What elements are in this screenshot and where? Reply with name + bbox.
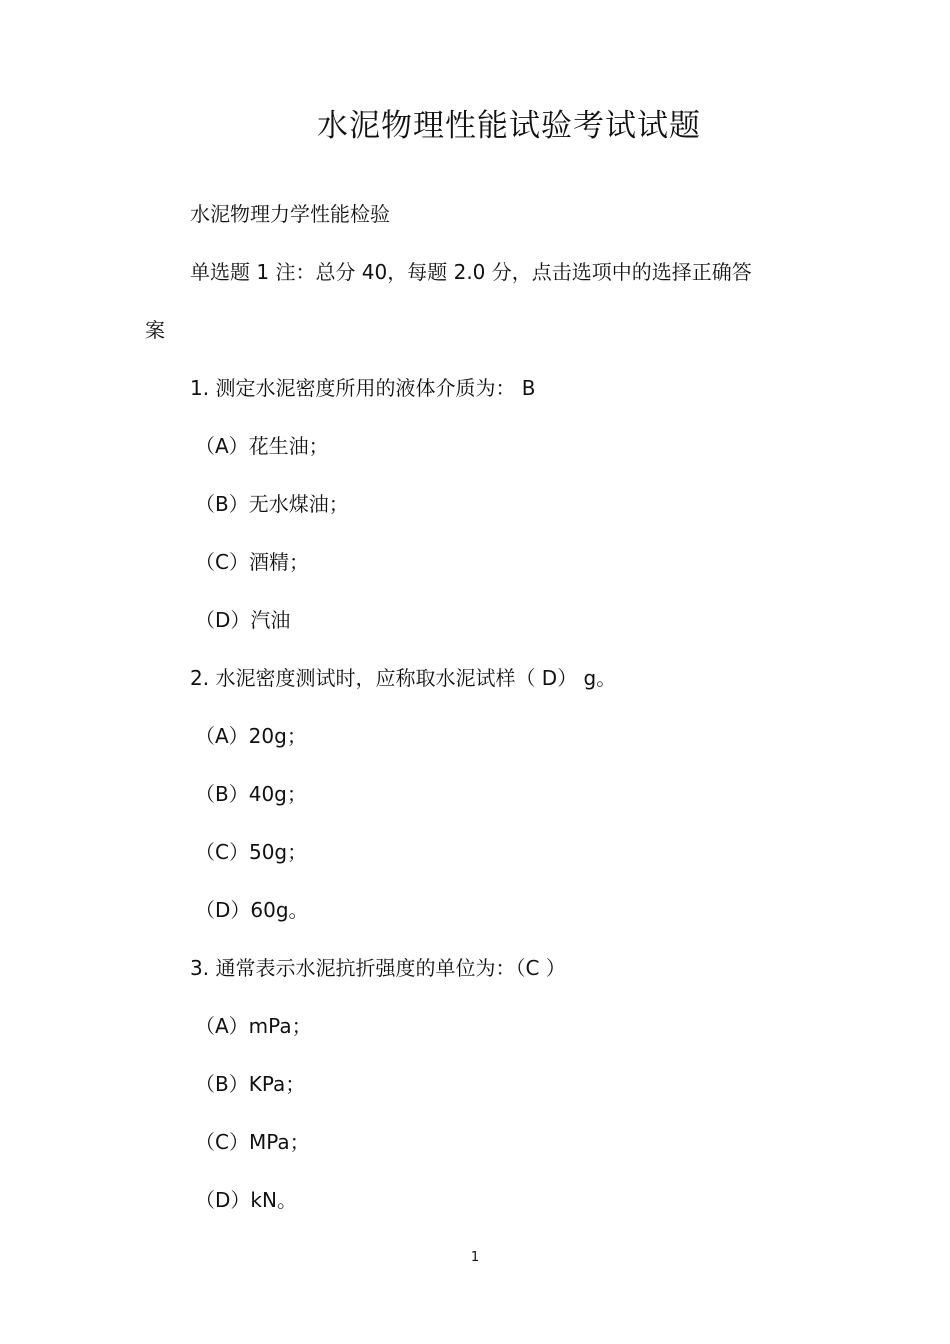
question-2-option-b: （B）40g；	[195, 782, 307, 806]
question-3-text: 3. 通常表示水泥抗折强度的单位为：（C ）	[190, 956, 566, 980]
question-2-option-c: （C）50g；	[195, 840, 308, 864]
question-2-text: 2. 水泥密度测试时，应称取水泥试样（ D） g。	[190, 666, 617, 690]
question-2-option-d: （D）60g。	[195, 898, 309, 922]
question-1-option-c: （C）酒精；	[195, 550, 309, 574]
instructions-line-1: 单选题 1 注：总分 40，每题 2.0 分，点击选项中的选择正确答	[190, 260, 752, 284]
question-3-option-c: （C）MPa；	[195, 1130, 310, 1154]
question-3-option-b: （B）KPa；	[195, 1072, 306, 1096]
question-1-text: 1. 测定水泥密度所用的液体介质为： B	[190, 376, 536, 400]
question-3-option-d: （D）kN。	[195, 1188, 297, 1212]
question-2-option-a: （A）20g；	[195, 724, 307, 748]
question-1-option-a: （A）花生油；	[195, 434, 329, 458]
section-heading: 水泥物理力学性能检验	[190, 202, 390, 226]
question-1-option-b: （B）无水煤油；	[195, 492, 349, 516]
question-1-option-d: （D）汽油	[195, 608, 291, 632]
document-title: 水泥物理性能试验考试试题	[317, 108, 701, 144]
page-number: 1	[470, 1250, 480, 1265]
question-3-option-a: （A）mPa；	[195, 1014, 312, 1038]
instructions-line-2: 案	[145, 318, 165, 342]
